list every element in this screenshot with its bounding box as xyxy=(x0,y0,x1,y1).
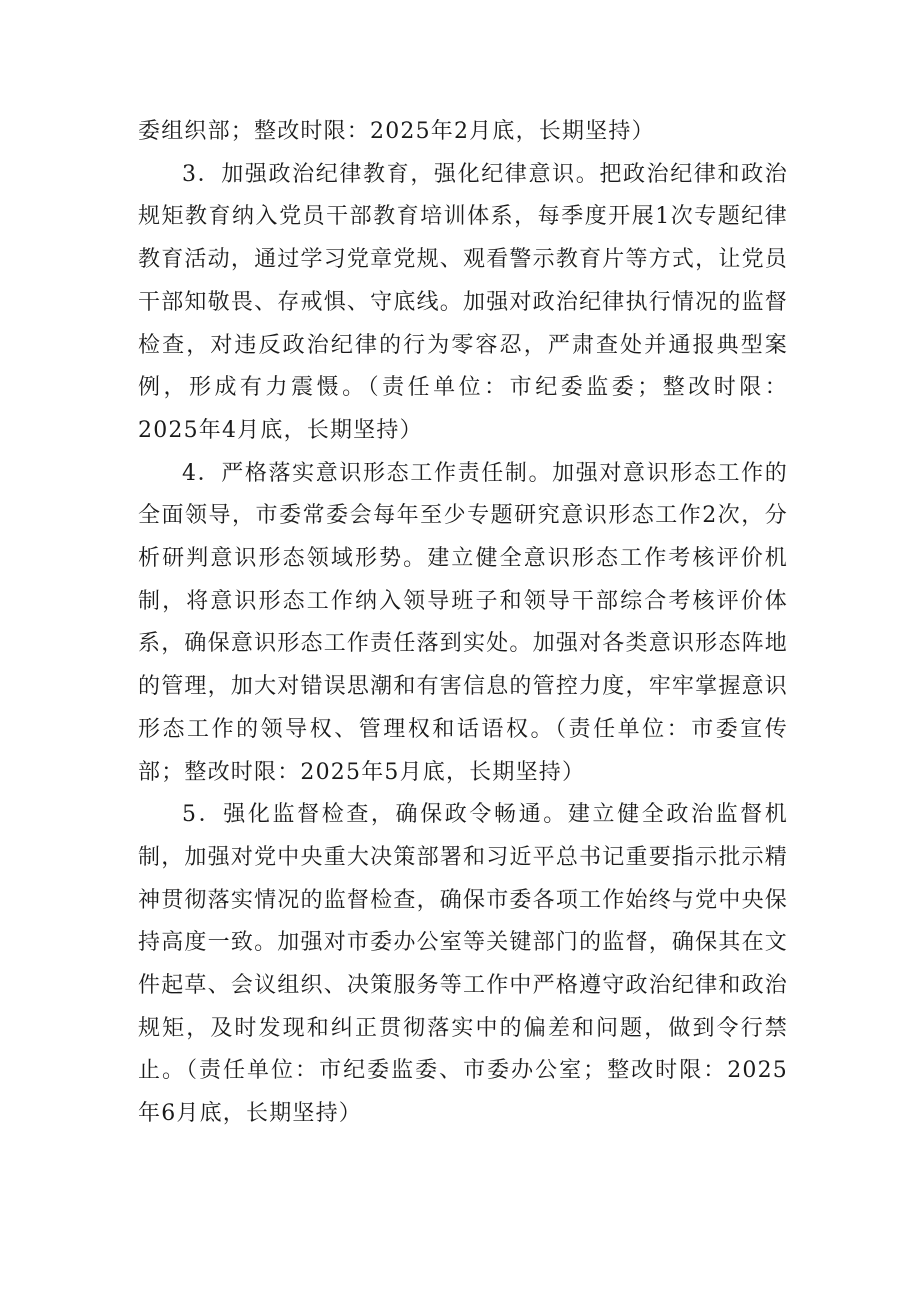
paragraph-item-3: 3．加强政治纪律教育，强化纪律意识。把政治纪律和政治规矩教育纳入党员干部教育培训体系，每季度开展1次专题纪律教育活动，通过学习党章党规、观看警示教育片等方式，让党员干部知敬畏、存戒惧、守底线。加强对政治纪律执行情况的监督检查，对违反政治纪律的行为零容忍，严肃查处并通报典型案例，形成有力震慑。（责任单位：市纪委监委；整改时限：2025年4月底，长期坚持） xyxy=(138,161,788,443)
paragraph-item-4: 4．严格落实意识形态工作责任制。加强对意识形态工作的全面领导，市委常委会每年至少专题研究意识形态工作2次，分析研判意识形态领域形势。建立健全意识形态工作考核评价机制，将意识形态工作纳入领导班子和领导干部综合考核评价体系，确保意识形态工作责任落到实处。加强对各类意识形态阵地的管理，加大对错误思潮和有害信息的管控力度，牢牢掌握意识形态工作的领导权、管理权和话语权。（责任单位：市委宣传部；整改时限：2025年5月底，长期坚持） xyxy=(138,460,788,785)
paragraph-item-5: 5．强化监督检查，确保政令畅通。建立健全政治监督机制，加强对党中央重大决策部署和习近平总书记重要指示批示精神贯彻落实情况的监督检查，确保市委各项工作始终与党中央保持高度一致。加强对市委办公室等关键部门的监督，确保其在文件起草、会议组织、决策服务等工作中严格遵守政治纪律和政治规矩，及时发现和纠正贯彻落实中的偏差和问题，做到令行禁止。（责任单位：市纪委监委、市委办公室；整改时限：2025年6月底，长期坚持） xyxy=(138,802,788,1127)
document-body xyxy=(138,111,788,1136)
paragraph-continuation: 委组织部；整改时限：2025年2月底，长期坚持） xyxy=(138,119,655,144)
